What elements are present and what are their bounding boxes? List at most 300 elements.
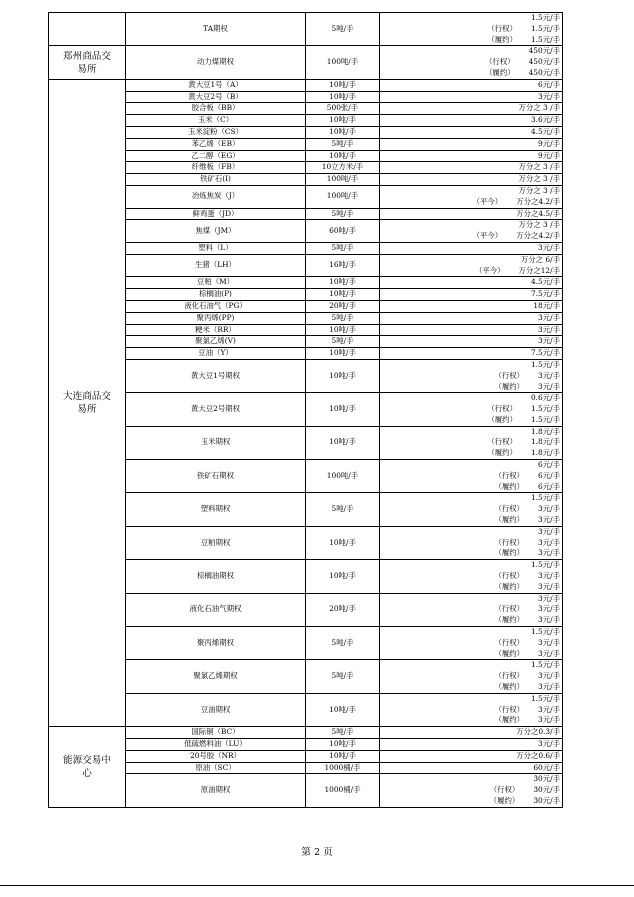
product-name-cell: 铁矿石期权 bbox=[126, 460, 306, 493]
fee-value: 60元/手 bbox=[533, 762, 560, 772]
fee-value: 6元/手 bbox=[538, 460, 560, 470]
fee-value: 3元/手 bbox=[538, 671, 560, 681]
fee-line bbox=[381, 92, 560, 103]
contract-unit-cell: 100吨/手 bbox=[306, 460, 380, 493]
table-row bbox=[49, 750, 563, 762]
fee-type-label: （平今） bbox=[474, 265, 505, 275]
fee-value: 万分之 3 /手 bbox=[518, 220, 560, 230]
contract-unit-cell: 10吨/手 bbox=[306, 750, 380, 762]
table-row bbox=[49, 739, 563, 751]
fee-line bbox=[381, 57, 560, 68]
fee-line bbox=[381, 13, 560, 24]
table-row bbox=[49, 359, 563, 392]
fee-cell bbox=[380, 750, 563, 762]
fee-cell bbox=[380, 126, 563, 138]
product-name-cell: TA期权 bbox=[126, 13, 306, 46]
fee-value: 万分之 3 /手 bbox=[518, 162, 560, 172]
fee-line bbox=[381, 627, 560, 638]
product-name-cell: 国际铜（BC） bbox=[126, 727, 306, 739]
fee-value: 3元/手 bbox=[538, 715, 560, 725]
fee-cell bbox=[380, 526, 563, 559]
fee-line bbox=[381, 774, 560, 785]
fee-line bbox=[381, 538, 560, 549]
product-name-cell: 液化石油气期权 bbox=[126, 593, 306, 626]
fee-value: 1.5元/手 bbox=[530, 693, 560, 703]
table-row bbox=[49, 312, 563, 324]
fee-value: 3元/手 bbox=[538, 604, 560, 614]
fee-value: 3元/手 bbox=[538, 581, 560, 591]
fee-value: 万分之 3 /手 bbox=[518, 103, 560, 113]
fee-line bbox=[381, 582, 560, 593]
fee-line bbox=[381, 504, 560, 515]
fee-type-label: （履约） bbox=[485, 67, 515, 77]
fee-type-label: （履约） bbox=[494, 581, 525, 591]
product-name-cell: 乙二醇（EG） bbox=[126, 150, 306, 162]
fee-cell bbox=[380, 693, 563, 726]
fee-line bbox=[381, 739, 560, 750]
fee-type-label: （行权） bbox=[489, 785, 520, 795]
fee-value: 3元/手 bbox=[538, 526, 560, 536]
product-name-cell: 棕榈油(P) bbox=[126, 289, 306, 301]
fee-value: 1.5元/手 bbox=[530, 359, 560, 369]
contract-unit-cell: 10吨/手 bbox=[306, 277, 380, 289]
fee-type-label: （行权） bbox=[487, 404, 517, 414]
fee-line bbox=[381, 727, 560, 738]
fee-type-label: （履约） bbox=[494, 515, 525, 525]
fee-type-label: （履约） bbox=[487, 34, 517, 44]
fee-line bbox=[381, 197, 560, 208]
table-row bbox=[49, 627, 563, 660]
table-row bbox=[49, 126, 563, 138]
fee-cell bbox=[380, 162, 563, 174]
fee-type-label: （行权） bbox=[494, 537, 525, 547]
fee-table bbox=[48, 12, 563, 808]
product-name-cell: 玉米淀粉（CS） bbox=[126, 126, 306, 138]
fee-line bbox=[381, 571, 560, 582]
fee-line bbox=[381, 527, 560, 538]
contract-unit-cell: 5吨/手 bbox=[306, 336, 380, 348]
table-row bbox=[49, 254, 563, 277]
fee-value: 3元/手 bbox=[538, 739, 560, 748]
fee-line bbox=[381, 705, 560, 716]
table-row bbox=[49, 693, 563, 726]
table-row bbox=[49, 526, 563, 559]
table-row bbox=[49, 103, 563, 115]
fee-line bbox=[381, 515, 560, 526]
product-name-cell: 聚氯乙烯(V) bbox=[126, 336, 306, 348]
product-name-cell: 黄大豆2号（B） bbox=[126, 91, 306, 103]
product-name-cell: 黄大豆2号期权 bbox=[126, 393, 306, 426]
fee-line bbox=[381, 694, 560, 705]
fee-value: 3元/手 bbox=[538, 648, 560, 658]
fee-value: 万分之 3 /手 bbox=[518, 174, 560, 184]
table-row bbox=[49, 46, 563, 79]
table-row bbox=[49, 762, 563, 774]
fee-cell bbox=[380, 727, 563, 739]
fee-line bbox=[381, 682, 560, 693]
contract-unit-cell: 10吨/手 bbox=[306, 693, 380, 726]
product-name-cell: 纤维板（FB） bbox=[126, 162, 306, 174]
product-name-cell: 低硫燃料油（LU） bbox=[126, 739, 306, 751]
contract-unit-cell: 20吨/手 bbox=[306, 300, 380, 312]
fee-line bbox=[381, 325, 560, 336]
fee-type-label: （行权） bbox=[494, 470, 525, 480]
fee-line bbox=[381, 348, 560, 359]
fee-cell bbox=[380, 660, 563, 693]
contract-unit-cell: 16吨/手 bbox=[306, 254, 380, 277]
fee-value: 9元/手 bbox=[538, 138, 560, 148]
fee-cell bbox=[380, 277, 563, 289]
table-row bbox=[49, 660, 563, 693]
fee-cell bbox=[380, 739, 563, 751]
fee-cell bbox=[380, 79, 563, 91]
product-name-cell: 黄大豆1号期权 bbox=[126, 359, 306, 392]
fee-value: 万分之0.6/手 bbox=[516, 750, 560, 760]
fee-value: 1.5元/手 bbox=[530, 404, 560, 414]
table-row bbox=[49, 208, 563, 220]
fee-value: 4.5元/手 bbox=[530, 126, 560, 136]
fee-line bbox=[381, 649, 560, 660]
fee-line bbox=[381, 763, 560, 774]
fee-line bbox=[381, 404, 560, 415]
fee-cell bbox=[380, 348, 563, 360]
fee-value: 3元/手 bbox=[538, 537, 560, 547]
fee-type-label: （行权） bbox=[494, 604, 525, 614]
contract-unit-cell: 10吨/手 bbox=[306, 560, 380, 593]
fee-line bbox=[381, 594, 560, 605]
contract-unit-cell: 10吨/手 bbox=[306, 150, 380, 162]
product-name-cell: 黄大豆1号（A） bbox=[126, 79, 306, 91]
fee-value: 0.6元/手 bbox=[530, 393, 560, 403]
fee-value: 4.5元/手 bbox=[530, 277, 560, 287]
table-row bbox=[49, 426, 563, 459]
contract-unit-cell: 10吨/手 bbox=[306, 289, 380, 301]
fee-cell bbox=[380, 91, 563, 103]
fee-cell bbox=[380, 174, 563, 186]
fee-line bbox=[381, 255, 560, 266]
fee-cell bbox=[380, 13, 563, 46]
product-name-cell: 粳米（RR） bbox=[126, 324, 306, 336]
fee-value: 3.6元/手 bbox=[530, 115, 560, 125]
fee-line bbox=[381, 382, 560, 393]
product-name-cell: 塑料期权 bbox=[126, 493, 306, 526]
table-row bbox=[49, 560, 563, 593]
fee-cell bbox=[380, 560, 563, 593]
fee-type-label: （平今） bbox=[472, 231, 503, 241]
table-row bbox=[49, 727, 563, 739]
fee-cell bbox=[380, 312, 563, 324]
fee-cell bbox=[380, 762, 563, 774]
contract-unit-cell: 500张/手 bbox=[306, 103, 380, 115]
fee-line bbox=[381, 103, 560, 114]
fee-value: 1.5元/手 bbox=[530, 560, 560, 570]
fee-line bbox=[381, 266, 560, 277]
fee-line bbox=[381, 360, 560, 371]
fee-line bbox=[381, 151, 560, 162]
contract-unit-cell: 100吨/手 bbox=[306, 46, 380, 79]
fee-cell bbox=[380, 324, 563, 336]
fee-line bbox=[381, 80, 560, 91]
contract-unit-cell: 10吨/手 bbox=[306, 91, 380, 103]
contract-unit-cell: 5吨/手 bbox=[306, 493, 380, 526]
fee-value: 万分之4.5/手 bbox=[516, 208, 560, 218]
fee-line bbox=[381, 277, 560, 288]
contract-unit-cell: 10吨/手 bbox=[306, 324, 380, 336]
fee-type-label: （履约） bbox=[494, 615, 525, 625]
table-row bbox=[49, 220, 563, 243]
fee-line bbox=[381, 548, 560, 559]
table-row bbox=[49, 324, 563, 336]
fee-type-label: （行权） bbox=[494, 637, 525, 647]
table-row bbox=[49, 277, 563, 289]
table-row bbox=[49, 593, 563, 626]
table-row bbox=[49, 138, 563, 150]
contract-unit-cell: 10立方米/手 bbox=[306, 162, 380, 174]
table-row bbox=[49, 115, 563, 127]
fee-cell bbox=[380, 627, 563, 660]
contract-unit-cell: 5吨/手 bbox=[306, 312, 380, 324]
fee-value: 450元/手 bbox=[528, 57, 560, 67]
fee-cell bbox=[380, 460, 563, 493]
table-row bbox=[49, 300, 563, 312]
fee-line bbox=[381, 393, 560, 404]
table-row bbox=[49, 185, 563, 208]
fee-type-label: （履约） bbox=[494, 548, 525, 558]
contract-unit-cell: 10吨/手 bbox=[306, 115, 380, 127]
fee-line bbox=[381, 415, 560, 426]
table-row bbox=[49, 242, 563, 254]
table-row bbox=[49, 162, 563, 174]
fee-value: 6元/手 bbox=[538, 470, 560, 480]
fee-type-label: （履约） bbox=[494, 648, 525, 658]
contract-unit-cell: 10吨/手 bbox=[306, 426, 380, 459]
fee-type-label: （行权） bbox=[487, 437, 517, 447]
product-name-cell: 原油期权 bbox=[126, 774, 306, 807]
fee-value: 3元/手 bbox=[538, 704, 560, 714]
fee-value: 6元/手 bbox=[538, 481, 560, 491]
fee-line bbox=[381, 336, 560, 347]
fee-line bbox=[381, 671, 560, 682]
product-name-cell: 冶炼焦炭（J） bbox=[126, 185, 306, 208]
table-row bbox=[49, 13, 563, 46]
contract-unit-cell: 5吨/手 bbox=[306, 627, 380, 660]
fee-cell bbox=[380, 359, 563, 392]
fee-line bbox=[381, 715, 560, 726]
fee-value: 7.5元/手 bbox=[530, 348, 560, 358]
fee-type-label: （履约） bbox=[494, 481, 525, 491]
fee-value: 3元/手 bbox=[538, 548, 560, 558]
fee-line bbox=[381, 174, 560, 185]
fee-type-label: （履约） bbox=[494, 682, 525, 692]
fee-type-label: （平今） bbox=[472, 196, 503, 206]
fee-type-label: （行权） bbox=[494, 704, 525, 714]
fee-line bbox=[381, 162, 560, 173]
fee-type-label: （履约） bbox=[494, 381, 525, 391]
fee-line bbox=[381, 660, 560, 671]
contract-unit-cell: 60吨/手 bbox=[306, 220, 380, 243]
product-name-cell: 20号胶（NR） bbox=[126, 750, 306, 762]
product-name-cell: 聚氯乙烯期权 bbox=[126, 660, 306, 693]
fee-cell bbox=[380, 138, 563, 150]
fee-value: 1.5元/手 bbox=[530, 414, 560, 424]
table-row bbox=[49, 289, 563, 301]
fee-cell bbox=[380, 208, 563, 220]
fee-value: 3元/手 bbox=[538, 682, 560, 692]
fee-cell bbox=[380, 774, 563, 807]
fee-cell bbox=[380, 493, 563, 526]
fee-value: 万分之4.2/手 bbox=[516, 196, 560, 206]
fee-type-label: （履约） bbox=[494, 715, 525, 725]
fee-value: 3元/手 bbox=[538, 91, 560, 101]
fee-line bbox=[381, 615, 560, 626]
fee-value: 3元/手 bbox=[538, 615, 560, 625]
fee-line bbox=[381, 493, 560, 504]
fee-value: 3元/手 bbox=[538, 504, 560, 514]
exchange-name-cell bbox=[49, 13, 126, 46]
fee-cell bbox=[380, 242, 563, 254]
fee-value: 万分之 3 /手 bbox=[518, 185, 560, 195]
fee-type-label: （行权） bbox=[494, 671, 525, 681]
fee-value: 6元/手 bbox=[538, 79, 560, 89]
fee-value: 3元/手 bbox=[538, 312, 560, 322]
table-row bbox=[49, 493, 563, 526]
product-name-cell: 聚丙烯(PP) bbox=[126, 312, 306, 324]
table-row bbox=[49, 336, 563, 348]
fee-cell bbox=[380, 300, 563, 312]
fee-line bbox=[381, 751, 560, 762]
product-name-cell: 玉米期权 bbox=[126, 426, 306, 459]
fee-table-body bbox=[49, 13, 563, 808]
fee-value: 3元/手 bbox=[538, 370, 560, 380]
fee-cell bbox=[380, 103, 563, 115]
page-number: 第 2 页 bbox=[301, 847, 333, 858]
fee-line bbox=[381, 427, 560, 438]
contract-unit-cell: 1000桶/手 bbox=[306, 762, 380, 774]
fee-line bbox=[381, 127, 560, 138]
product-name-cell: 动力煤期权 bbox=[126, 46, 306, 79]
fee-cell bbox=[380, 150, 563, 162]
fee-line bbox=[381, 437, 560, 448]
fee-value: 3元/手 bbox=[538, 593, 560, 603]
fee-line bbox=[381, 460, 560, 471]
product-name-cell: 原油（SC） bbox=[126, 762, 306, 774]
fee-value: 18元/手 bbox=[533, 300, 560, 310]
fee-line bbox=[381, 220, 560, 231]
contract-unit-cell: 5吨/手 bbox=[306, 13, 380, 46]
table-row bbox=[49, 393, 563, 426]
fee-cell bbox=[380, 115, 563, 127]
fee-line bbox=[381, 186, 560, 197]
fee-line bbox=[381, 313, 560, 324]
fee-line bbox=[381, 46, 560, 57]
fee-line bbox=[381, 209, 560, 220]
product-name-cell: 焦煤（JM） bbox=[126, 220, 306, 243]
exchange-name-cell: 能源交易中心 bbox=[49, 727, 126, 808]
product-name-cell: 豆油（Y） bbox=[126, 348, 306, 360]
fee-value: 7.5元/手 bbox=[530, 289, 560, 299]
fee-line bbox=[381, 231, 560, 242]
product-name-cell: 聚丙烯期权 bbox=[126, 627, 306, 660]
contract-unit-cell: 1000桶/手 bbox=[306, 774, 380, 807]
fee-type-label: （行权） bbox=[494, 370, 525, 380]
product-name-cell: 豆粕（M） bbox=[126, 277, 306, 289]
fee-value: 万分之0.3/手 bbox=[516, 727, 560, 737]
contract-unit-cell: 10吨/手 bbox=[306, 126, 380, 138]
fee-line bbox=[381, 482, 560, 493]
fee-type-label: （履约） bbox=[489, 795, 520, 805]
product-name-cell: 苯乙烯（EB） bbox=[126, 138, 306, 150]
contract-unit-cell: 10吨/手 bbox=[306, 739, 380, 751]
contract-unit-cell: 10吨/手 bbox=[306, 526, 380, 559]
fee-value: 3元/手 bbox=[538, 381, 560, 391]
fee-value: 1.5元/手 bbox=[530, 23, 560, 33]
fee-line bbox=[381, 371, 560, 382]
contract-unit-cell: 10吨/手 bbox=[306, 393, 380, 426]
fee-type-label: （行权） bbox=[487, 23, 517, 33]
exchange-name-cell: 郑州商品交易所 bbox=[49, 46, 126, 79]
contract-unit-cell: 20吨/手 bbox=[306, 593, 380, 626]
fee-line bbox=[381, 560, 560, 571]
product-name-cell: 胶合板（BB） bbox=[126, 103, 306, 115]
fee-cell bbox=[380, 254, 563, 277]
table-row bbox=[49, 174, 563, 186]
contract-unit-cell: 10吨/手 bbox=[306, 348, 380, 360]
fee-value: 1.5元/手 bbox=[530, 660, 560, 670]
fee-value: 3元/手 bbox=[538, 571, 560, 581]
fee-line bbox=[381, 796, 560, 807]
fee-value: 3元/手 bbox=[538, 324, 560, 334]
product-name-cell: 棕榈油期权 bbox=[126, 560, 306, 593]
fee-type-label: （行权） bbox=[494, 504, 525, 514]
fee-value: 3元/手 bbox=[538, 336, 560, 346]
fee-cell bbox=[380, 220, 563, 243]
contract-unit-cell: 100吨/手 bbox=[306, 174, 380, 186]
contract-unit-cell: 5吨/手 bbox=[306, 727, 380, 739]
fee-value: 1.8元/手 bbox=[530, 437, 560, 447]
fee-type-label: （行权） bbox=[494, 571, 525, 581]
fee-value: 万分之 6/手 bbox=[520, 254, 560, 264]
fee-value: 9元/手 bbox=[538, 150, 560, 160]
product-name-cell: 铁矿石(I) bbox=[126, 174, 306, 186]
fee-value: 1.8元/手 bbox=[530, 426, 560, 436]
fee-line bbox=[381, 68, 560, 79]
fee-line bbox=[381, 638, 560, 649]
fee-cell bbox=[380, 46, 563, 79]
table-row bbox=[49, 774, 563, 807]
fee-line bbox=[381, 448, 560, 459]
table-row bbox=[49, 91, 563, 103]
fee-value: 450元/手 bbox=[528, 46, 560, 56]
fee-line bbox=[381, 24, 560, 35]
fee-type-label: （履约） bbox=[487, 414, 517, 424]
fee-cell bbox=[380, 336, 563, 348]
fee-value: 万分之4.2/手 bbox=[516, 231, 560, 241]
product-name-cell: 豆粕期权 bbox=[126, 526, 306, 559]
fee-cell bbox=[380, 289, 563, 301]
fee-value: 3元/手 bbox=[538, 637, 560, 647]
contract-unit-cell: 10吨/手 bbox=[306, 79, 380, 91]
fee-value: 30元/手 bbox=[533, 795, 560, 805]
fee-type-label: （行权） bbox=[485, 57, 515, 67]
fee-type-label: （履约） bbox=[487, 448, 517, 458]
fee-value: 3元/手 bbox=[538, 515, 560, 525]
contract-unit-cell: 10吨/手 bbox=[306, 359, 380, 392]
table-row bbox=[49, 150, 563, 162]
product-name-cell: 鲜鸡蛋（JD） bbox=[126, 208, 306, 220]
contract-unit-cell: 100吨/手 bbox=[306, 185, 380, 208]
fee-value: 1.5元/手 bbox=[530, 627, 560, 637]
contract-unit-cell: 5吨/手 bbox=[306, 138, 380, 150]
